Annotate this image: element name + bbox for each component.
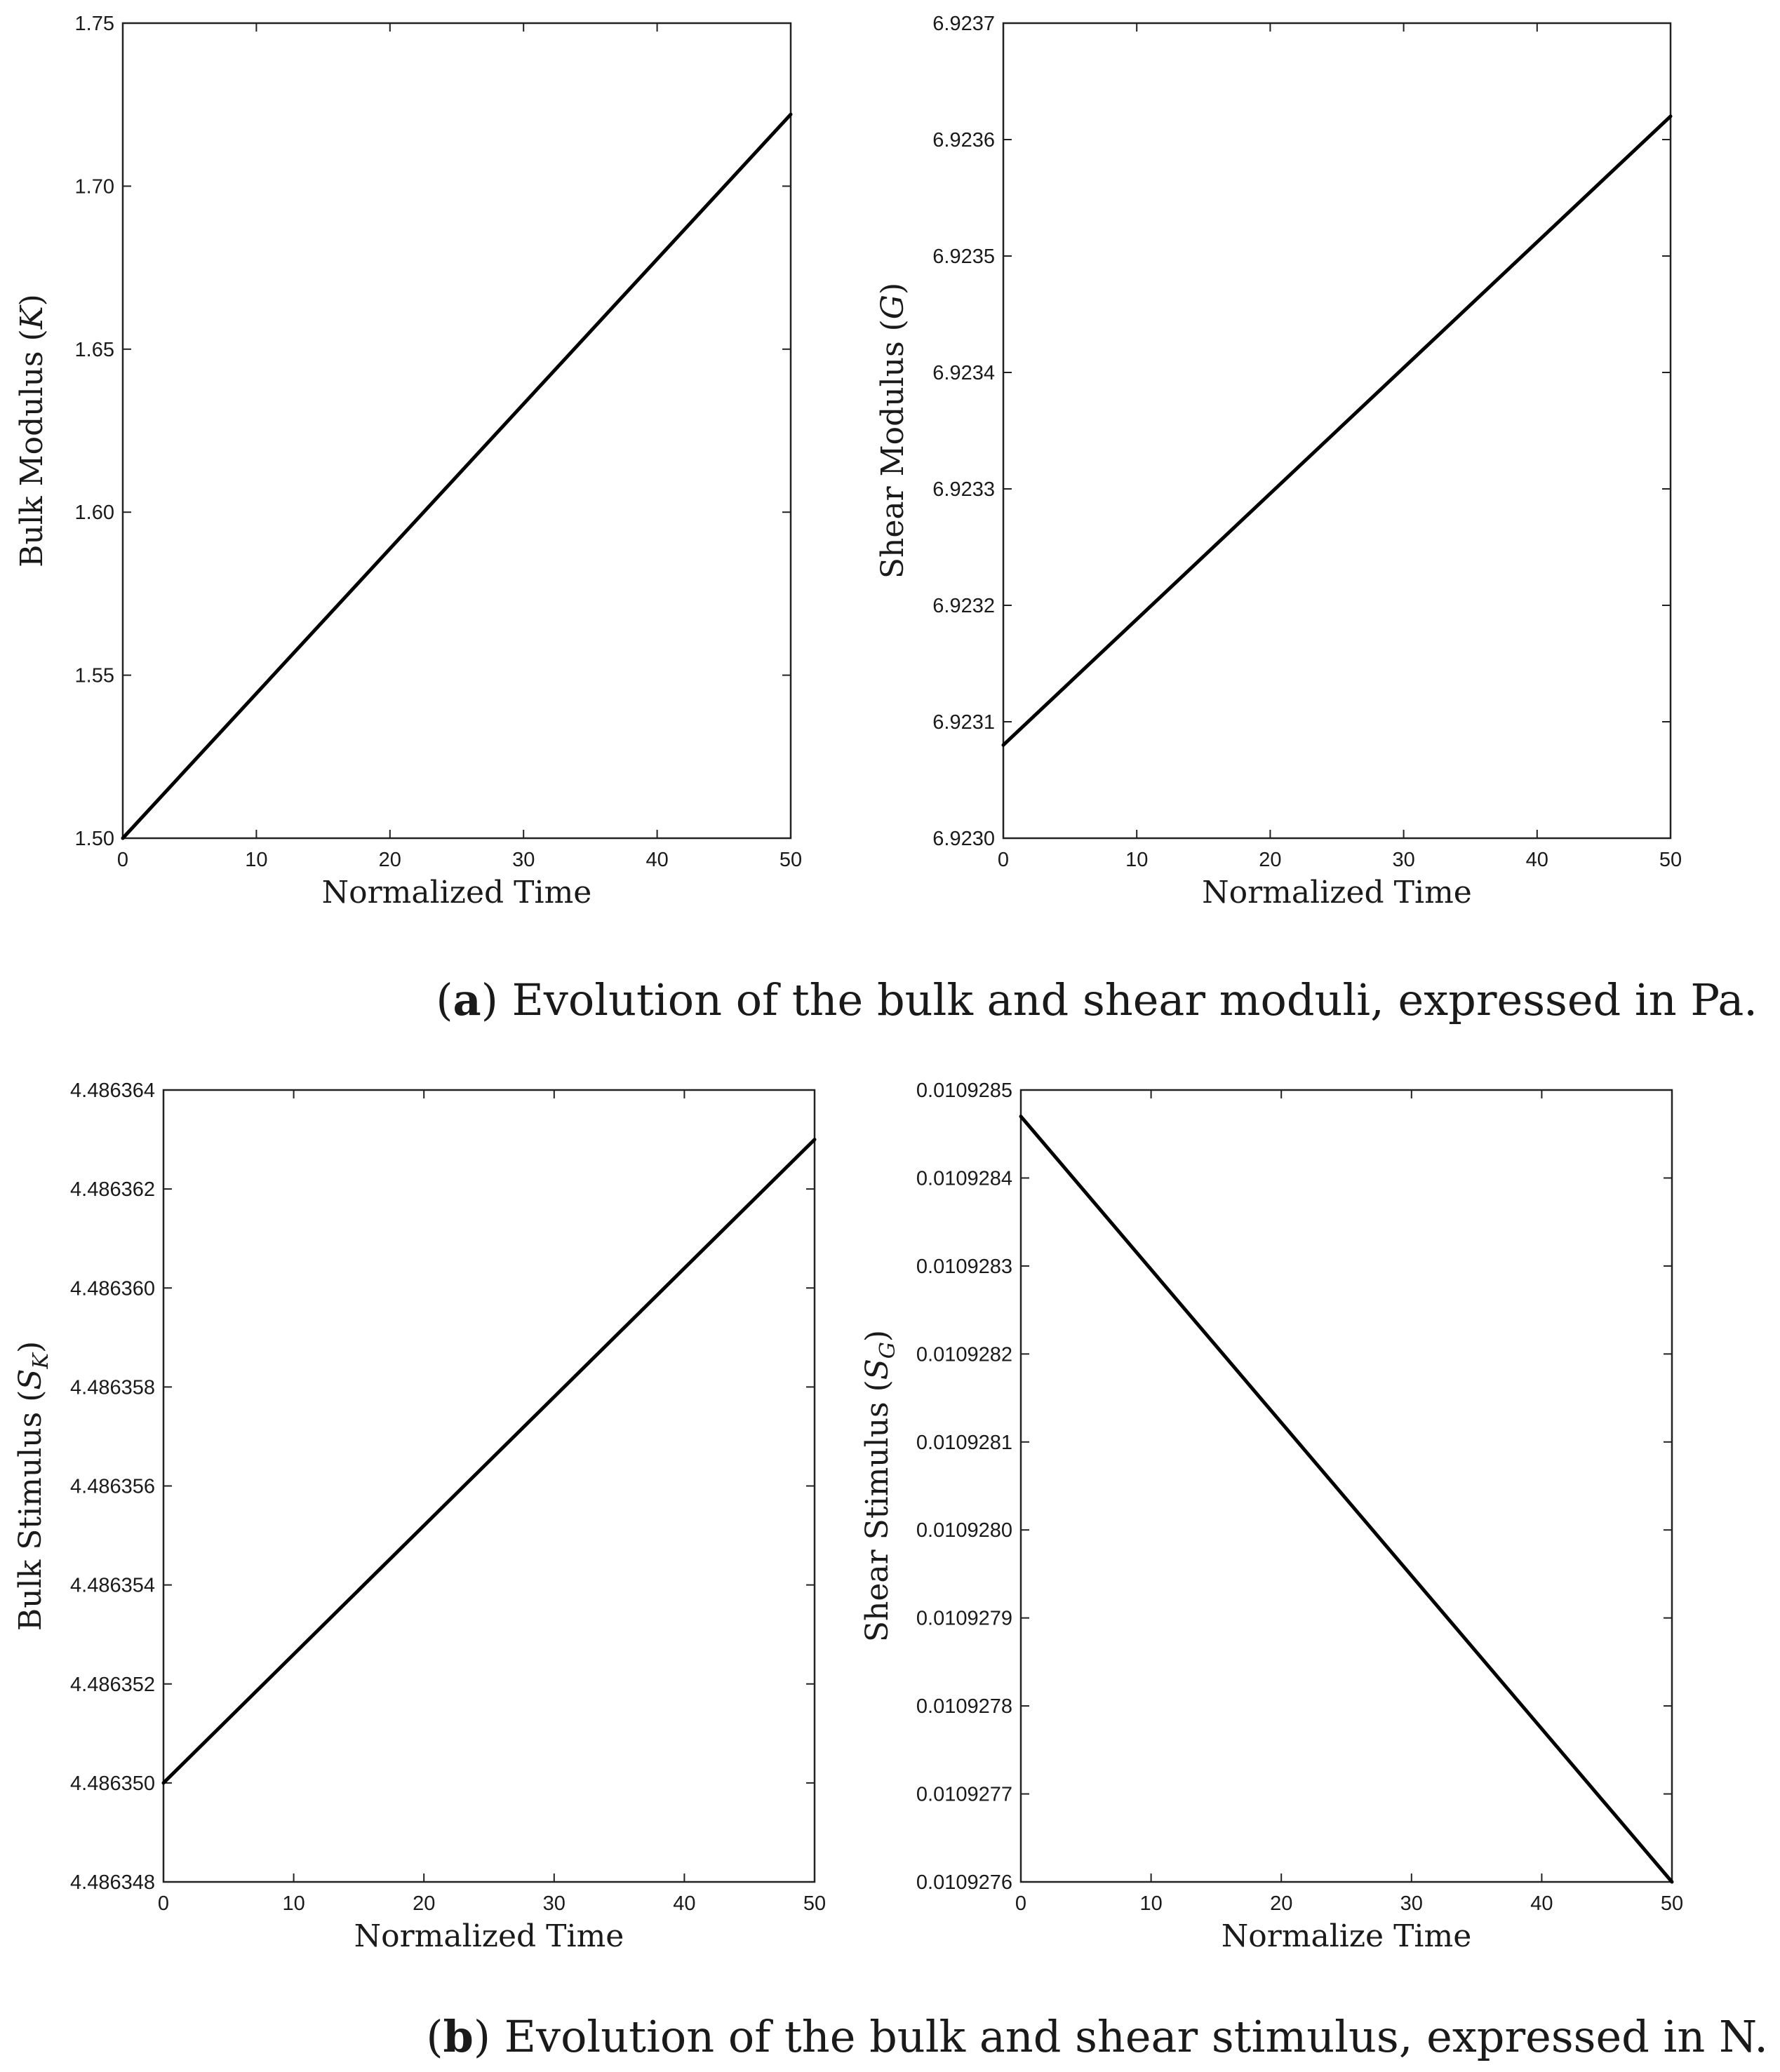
y-axis-label: Shear Modulus (G) bbox=[875, 282, 911, 579]
x-tick-label: 20 bbox=[1270, 1892, 1293, 1915]
y-tick-label: 1.65 bbox=[74, 338, 114, 361]
y-tick-label: 6.9237 bbox=[932, 13, 995, 35]
x-tick-label: 20 bbox=[413, 1892, 436, 1915]
x-tick-label: 0 bbox=[1015, 1892, 1027, 1915]
y-tick-label: 1.70 bbox=[74, 175, 114, 199]
x-tick-label: 30 bbox=[1392, 849, 1415, 871]
y-axis-label: Shear Stimulus $(S_G)$ bbox=[859, 1329, 900, 1643]
x-axis-label: Normalized Time bbox=[354, 1918, 624, 1954]
caption-a: (a) Evolution of the bulk and shear moduli, expressed in Pa. bbox=[436, 974, 1758, 1025]
x-tick-label: 50 bbox=[1660, 1892, 1684, 1915]
x-tick-label: 40 bbox=[1525, 849, 1548, 871]
y-tick-label: 1.60 bbox=[74, 502, 114, 525]
x-tick-label: 0 bbox=[157, 1892, 170, 1915]
x-tick-label: 10 bbox=[282, 1892, 305, 1915]
y-tick-label: 1.50 bbox=[74, 828, 114, 850]
x-tick-label: 20 bbox=[1259, 849, 1282, 871]
y-axis-label: Bulk Stimulus $(S_K)$ bbox=[13, 1340, 53, 1632]
x-tick-label: 50 bbox=[779, 849, 803, 871]
y-tick-label: 6.9230 bbox=[932, 828, 995, 850]
y-tick-label: 6.9233 bbox=[932, 478, 995, 501]
y-tick-label: 0.0109279 bbox=[916, 1607, 1012, 1630]
x-tick-label: 10 bbox=[1139, 1892, 1163, 1915]
y-tick-label: 4.486360 bbox=[70, 1277, 155, 1300]
x-tick-label: 20 bbox=[378, 849, 401, 871]
x-axis-label: Normalized Time bbox=[321, 875, 592, 910]
x-tick-label: 50 bbox=[803, 1892, 827, 1915]
y-tick-label: 6.9235 bbox=[932, 245, 995, 268]
y-tick-label: 0.0109282 bbox=[916, 1343, 1012, 1366]
y-tick-label: 6.9236 bbox=[932, 129, 995, 152]
x-tick-label: 30 bbox=[1400, 1892, 1423, 1915]
x-tick-label: 0 bbox=[997, 849, 1010, 871]
y-tick-label: 0.0109276 bbox=[916, 1871, 1012, 1894]
x-tick-label: 40 bbox=[673, 1892, 696, 1915]
y-tick-label: 6.9232 bbox=[932, 595, 995, 617]
x-tick-label: 50 bbox=[1659, 849, 1682, 871]
y-tick-label: 4.486350 bbox=[70, 1772, 155, 1795]
y-tick-label: 0.0109280 bbox=[916, 1519, 1012, 1542]
x-tick-label: 30 bbox=[542, 1892, 566, 1915]
y-tick-label: 0.0109285 bbox=[916, 1079, 1012, 1102]
x-tick-label: 10 bbox=[245, 849, 268, 871]
x-tick-label: 30 bbox=[512, 849, 535, 871]
y-axis-label: Bulk Modulus (K) bbox=[14, 294, 50, 567]
y-tick-label: 0.0109278 bbox=[916, 1695, 1012, 1718]
y-tick-label: 0.0109284 bbox=[916, 1167, 1012, 1190]
y-tick-label: 0.0109283 bbox=[916, 1255, 1012, 1278]
x-axis-label: Normalized Time bbox=[1202, 875, 1472, 910]
y-tick-label: 1.55 bbox=[74, 664, 114, 687]
y-tick-label: 4.486362 bbox=[70, 1178, 155, 1202]
x-tick-label: 40 bbox=[1530, 1892, 1553, 1915]
x-tick-label: 10 bbox=[1125, 849, 1149, 871]
x-tick-label: 0 bbox=[116, 849, 129, 871]
y-tick-label: 4.486364 bbox=[70, 1079, 155, 1102]
x-axis-label: Normalize Time bbox=[1221, 1918, 1472, 1954]
y-tick-label: 0.0109277 bbox=[916, 1783, 1012, 1806]
y-tick-label: 0.0109281 bbox=[916, 1431, 1012, 1454]
caption-b: (b) Evolution of the bulk and shear stimulus, expressed in N. bbox=[426, 2011, 1768, 2062]
y-tick-label: 4.486352 bbox=[70, 1673, 155, 1696]
y-tick-label: 1.75 bbox=[74, 13, 114, 35]
y-tick-label: 4.486354 bbox=[70, 1574, 155, 1597]
y-tick-label: 4.486356 bbox=[70, 1475, 155, 1498]
y-tick-label: 6.9234 bbox=[932, 362, 995, 384]
x-tick-label: 40 bbox=[645, 849, 669, 871]
y-tick-label: 6.9231 bbox=[932, 711, 995, 734]
y-tick-label: 4.486358 bbox=[70, 1376, 155, 1399]
y-tick-label: 4.486348 bbox=[70, 1871, 155, 1894]
